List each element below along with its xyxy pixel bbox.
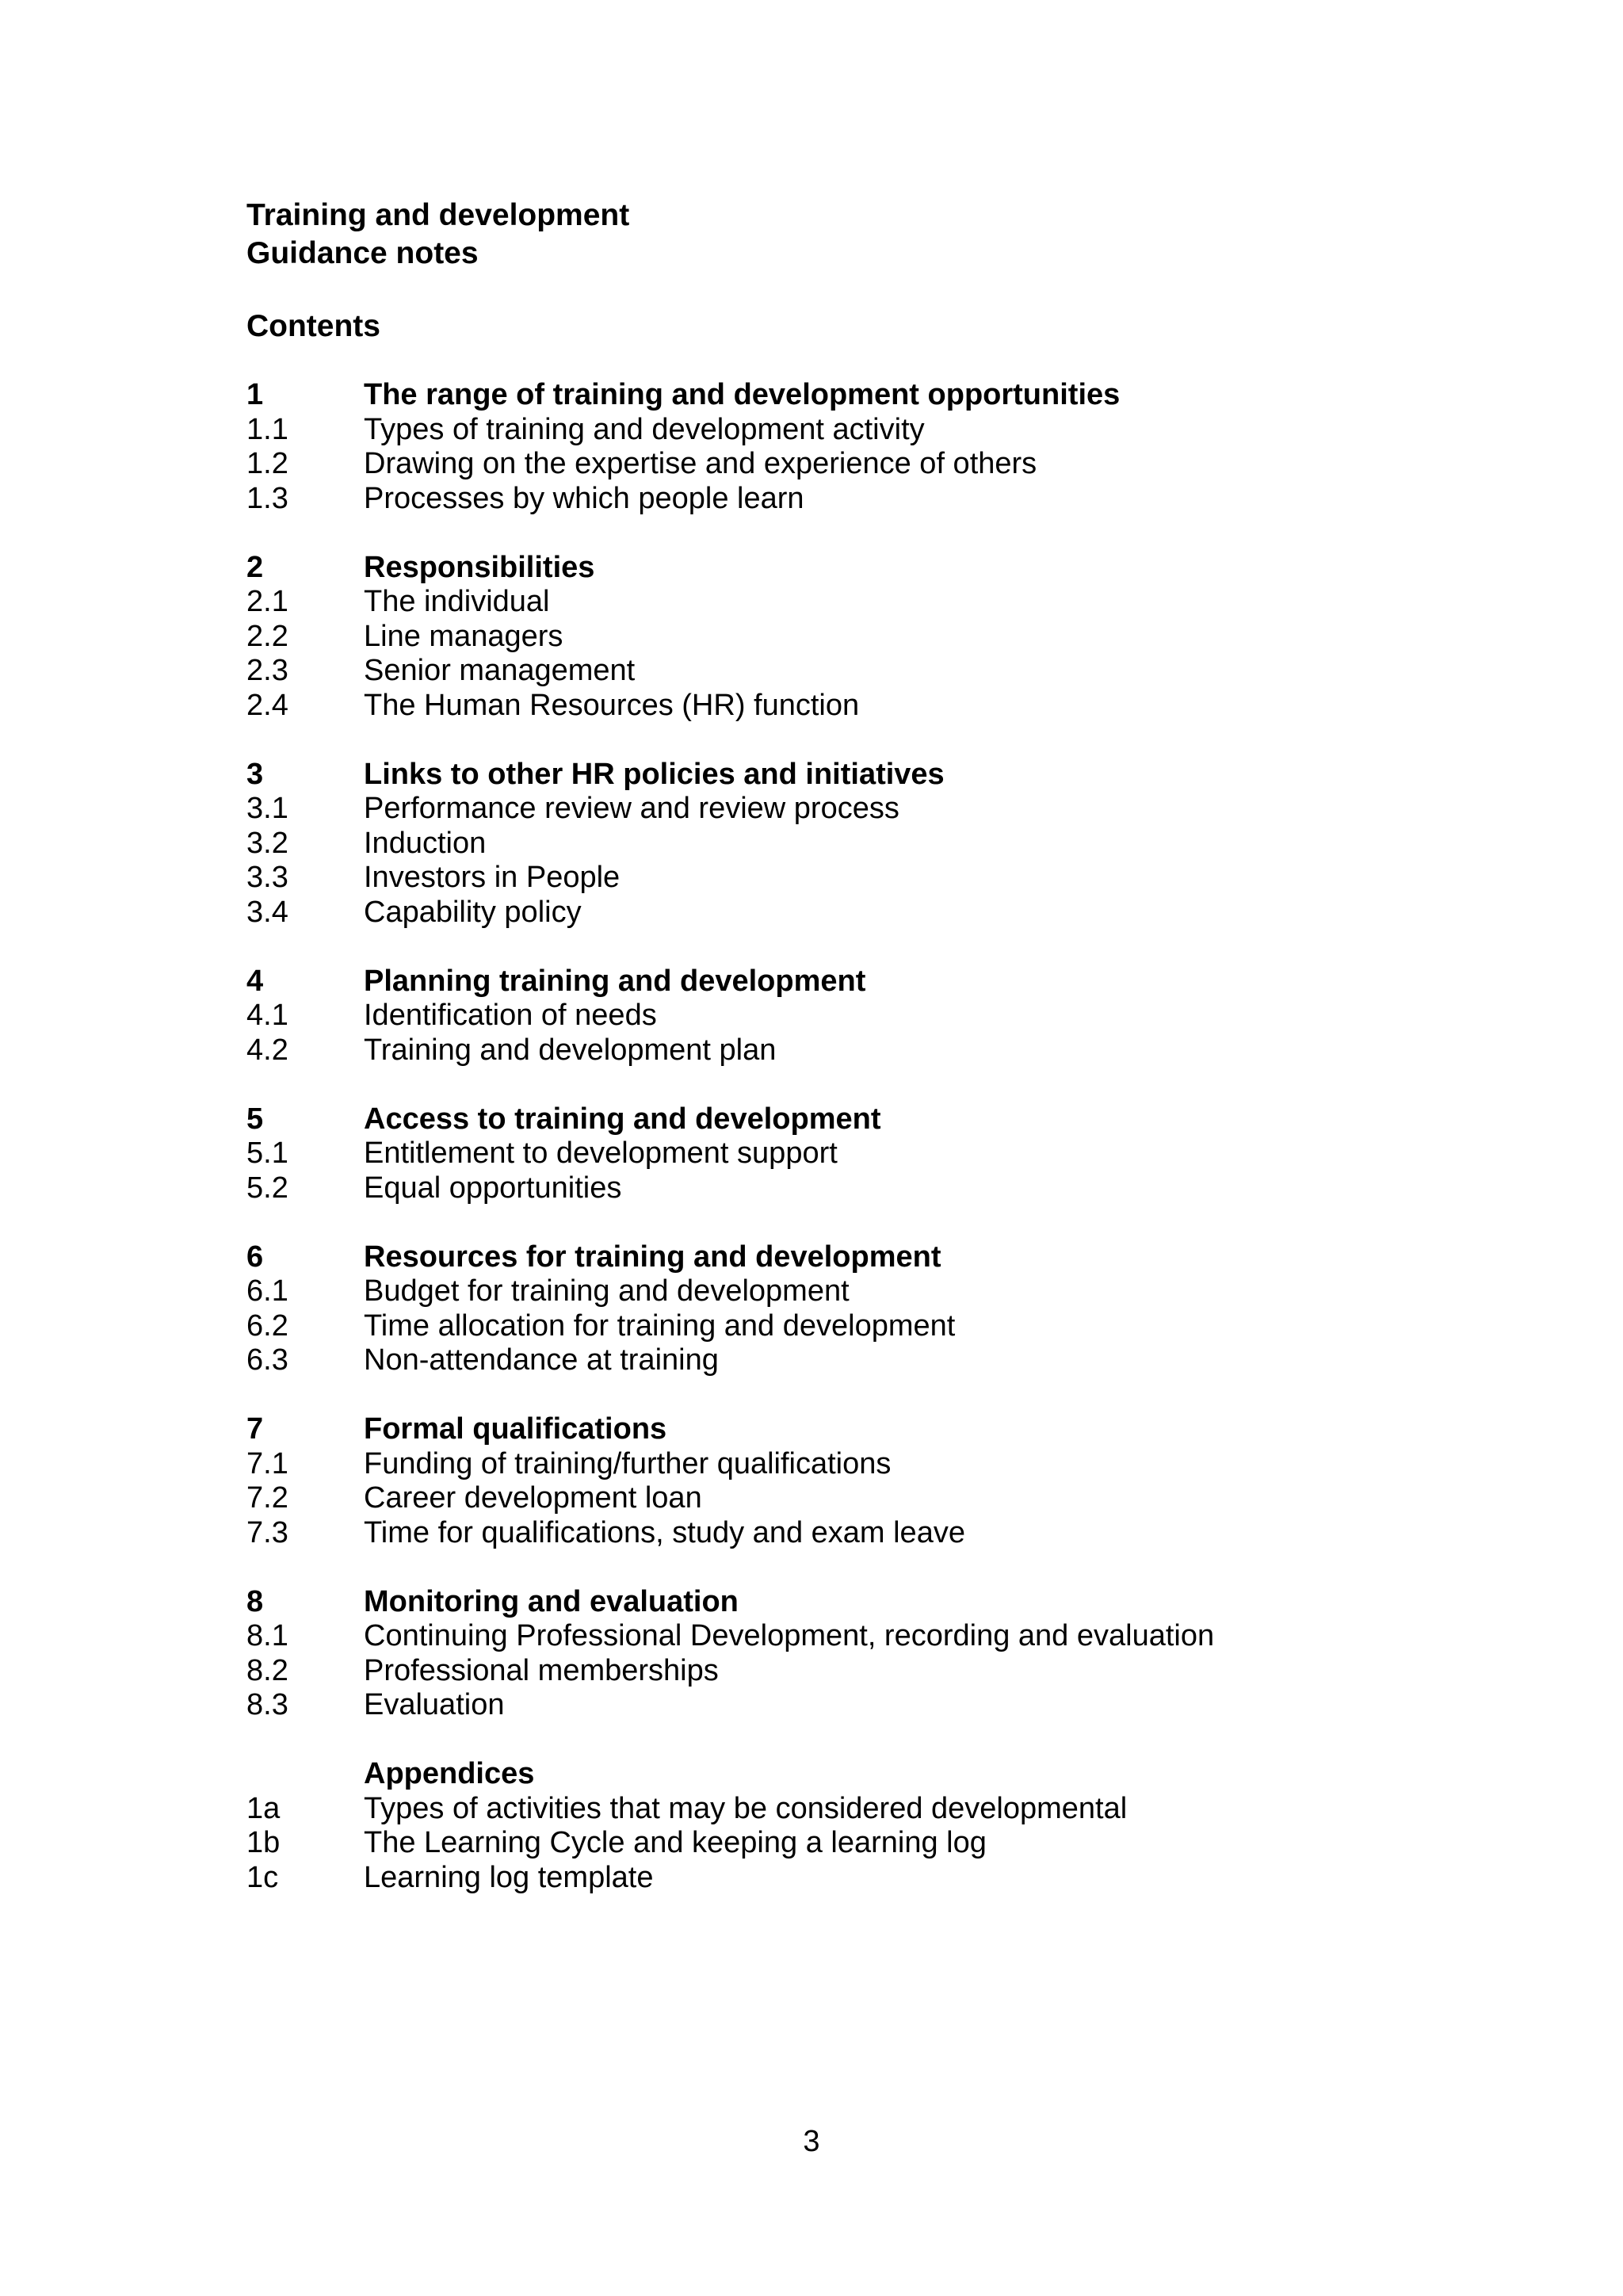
- entry-label: Professional memberships: [364, 1653, 719, 1687]
- entry-label: Senior management: [364, 654, 636, 687]
- section-title: The range of training and development opportunities: [364, 378, 1121, 411]
- entry-label: Training and development plan: [364, 1033, 777, 1067]
- entry-number: 6.3: [246, 1343, 288, 1377]
- entry-label: The Human Resources (HR) function: [364, 688, 860, 722]
- entry-label: Capability policy: [364, 895, 582, 929]
- entry-label: Drawing on the expertise and experience of others: [364, 447, 1037, 480]
- section-number: 3: [246, 757, 264, 791]
- entry-label: Investors in People: [364, 861, 621, 894]
- toc-entry: [246, 447, 1594, 482]
- entry-label: Time for qualifications, study and exam leave: [364, 1515, 965, 1549]
- table-of-contents: [246, 378, 1594, 1895]
- toc-section-heading: [246, 551, 1594, 586]
- toc-entry: [246, 827, 1594, 861]
- toc-entry: [246, 999, 1594, 1033]
- section-title: Planning training and development: [364, 964, 866, 998]
- contents-heading: Contents: [246, 309, 380, 343]
- toc-entry: [246, 1343, 1594, 1378]
- toc-section: [246, 378, 1594, 516]
- toc-entry: [246, 689, 1594, 724]
- appendix-entry: [246, 1826, 1594, 1861]
- document-subtitle: Guidance notes: [246, 236, 479, 270]
- entry-label: Processes by which people learn: [364, 481, 804, 515]
- toc-entry: [246, 413, 1594, 448]
- appendix-label: Learning log template: [364, 1860, 654, 1894]
- entry-label: Career development loan: [364, 1481, 702, 1515]
- appendix-number: 1c: [246, 1860, 279, 1894]
- entry-label: Budget for training and development: [364, 1274, 850, 1308]
- toc-section-heading: [246, 1102, 1594, 1137]
- toc-section-heading: [246, 1412, 1594, 1447]
- entry-number: 4.2: [246, 1033, 288, 1067]
- section-title: Formal qualifications: [364, 1412, 667, 1446]
- entry-label: Line managers: [364, 619, 563, 653]
- entry-number: 2.3: [246, 654, 288, 687]
- entry-label: Non-attendance at training: [364, 1343, 719, 1377]
- entry-number: 6.2: [246, 1308, 288, 1343]
- section-title: Monitoring and evaluation: [364, 1584, 739, 1618]
- entry-number: 2.4: [246, 688, 288, 722]
- entry-number: 8.2: [246, 1653, 288, 1687]
- entry-label: Entitlement to development support: [364, 1137, 838, 1170]
- section-title: Access to training and development: [364, 1102, 881, 1136]
- entry-number: 5.2: [246, 1171, 288, 1205]
- entry-number: 8.1: [246, 1619, 288, 1652]
- entry-number: 3.2: [246, 826, 288, 860]
- entry-label: Induction: [364, 826, 487, 860]
- toc-section: [246, 551, 1594, 724]
- entry-number: 3.4: [246, 895, 288, 929]
- entry-number: 4.1: [246, 999, 288, 1032]
- document-title: Training and development: [246, 198, 630, 232]
- section-number: 6: [246, 1240, 264, 1274]
- section-number: 4: [246, 964, 264, 998]
- toc-entry: [246, 1033, 1594, 1068]
- entry-number: 7.3: [246, 1515, 288, 1549]
- toc-entry: [246, 1688, 1594, 1723]
- entry-number: 3.1: [246, 792, 288, 825]
- entry-number: 7.2: [246, 1481, 288, 1515]
- section-number: 8: [246, 1584, 264, 1618]
- appendix-label: The Learning Cycle and keeping a learning log: [364, 1826, 987, 1859]
- toc-entry: [246, 1619, 1594, 1654]
- appendices-heading: [246, 1757, 1594, 1792]
- toc-section: [246, 965, 1594, 1068]
- toc-entry: [246, 1274, 1594, 1309]
- toc-section-heading: [246, 965, 1594, 999]
- appendix-entry: [246, 1861, 1594, 1896]
- entry-number: 2.1: [246, 585, 288, 618]
- appendix-number: 1a: [246, 1791, 281, 1825]
- entry-label: Time allocation for training and development: [364, 1308, 956, 1343]
- toc-entry: [246, 482, 1594, 517]
- entry-number: 1.1: [246, 412, 288, 446]
- appendix-entry: [246, 1792, 1594, 1827]
- toc-entry: [246, 1171, 1594, 1206]
- entry-label: Equal opportunities: [364, 1171, 622, 1205]
- toc-entry: [246, 1309, 1594, 1344]
- toc-entry: [246, 1516, 1594, 1551]
- toc-section: [246, 1240, 1594, 1378]
- entry-label: Continuing Professional Development, recording and evaluation: [364, 1619, 1215, 1652]
- toc-entry: [246, 896, 1594, 930]
- entry-label: Identification of needs: [364, 999, 657, 1032]
- appendix-number: 1b: [246, 1826, 281, 1859]
- entry-label: Performance review and review process: [364, 792, 899, 825]
- entry-number: 3.3: [246, 861, 288, 894]
- section-number: 7: [246, 1412, 264, 1446]
- toc-section-heading: [246, 1240, 1594, 1275]
- toc-entry: [246, 792, 1594, 827]
- section-title: Responsibilities: [364, 550, 595, 584]
- entry-number: 2.2: [246, 619, 288, 653]
- entry-number: 1.3: [246, 481, 288, 515]
- toc-section-heading: [246, 1585, 1594, 1620]
- section-number: 5: [246, 1102, 264, 1136]
- appendix-label: Types of activities that may be considered developmental: [364, 1791, 1128, 1825]
- toc-entry: [246, 1447, 1594, 1482]
- toc-entry: [246, 654, 1594, 689]
- toc-section-heading: [246, 758, 1594, 793]
- section-number: 1: [246, 378, 264, 411]
- entry-label: Evaluation: [364, 1688, 505, 1721]
- entry-number: 7.1: [246, 1446, 288, 1480]
- section-number: 2: [246, 550, 264, 584]
- toc-appendices: [246, 1757, 1594, 1895]
- toc-entry: [246, 620, 1594, 655]
- section-title: Links to other HR policies and initiatives: [364, 757, 945, 791]
- toc-entry: [246, 1481, 1594, 1516]
- toc-section: [246, 758, 1594, 930]
- toc-section-heading: [246, 378, 1594, 413]
- toc-entry: [246, 585, 1594, 620]
- toc-section: [246, 1102, 1594, 1206]
- entry-label: Types of training and development activity: [364, 412, 925, 446]
- entry-label: The individual: [364, 585, 550, 618]
- entry-number: 6.1: [246, 1274, 288, 1308]
- appendices-heading-text: Appendices: [364, 1757, 535, 1790]
- entry-number: 8.3: [246, 1688, 288, 1721]
- toc-section: [246, 1585, 1594, 1723]
- entry-number: 5.1: [246, 1137, 288, 1170]
- toc-entry: [246, 861, 1594, 896]
- entry-number: 1.2: [246, 447, 288, 480]
- section-title: Resources for training and development: [364, 1240, 941, 1274]
- toc-section: [246, 1412, 1594, 1550]
- toc-entry: [246, 1654, 1594, 1689]
- toc-entry: [246, 1137, 1594, 1171]
- entry-label: Funding of training/further qualifications: [364, 1446, 892, 1480]
- page-number: 3: [803, 2125, 820, 2158]
